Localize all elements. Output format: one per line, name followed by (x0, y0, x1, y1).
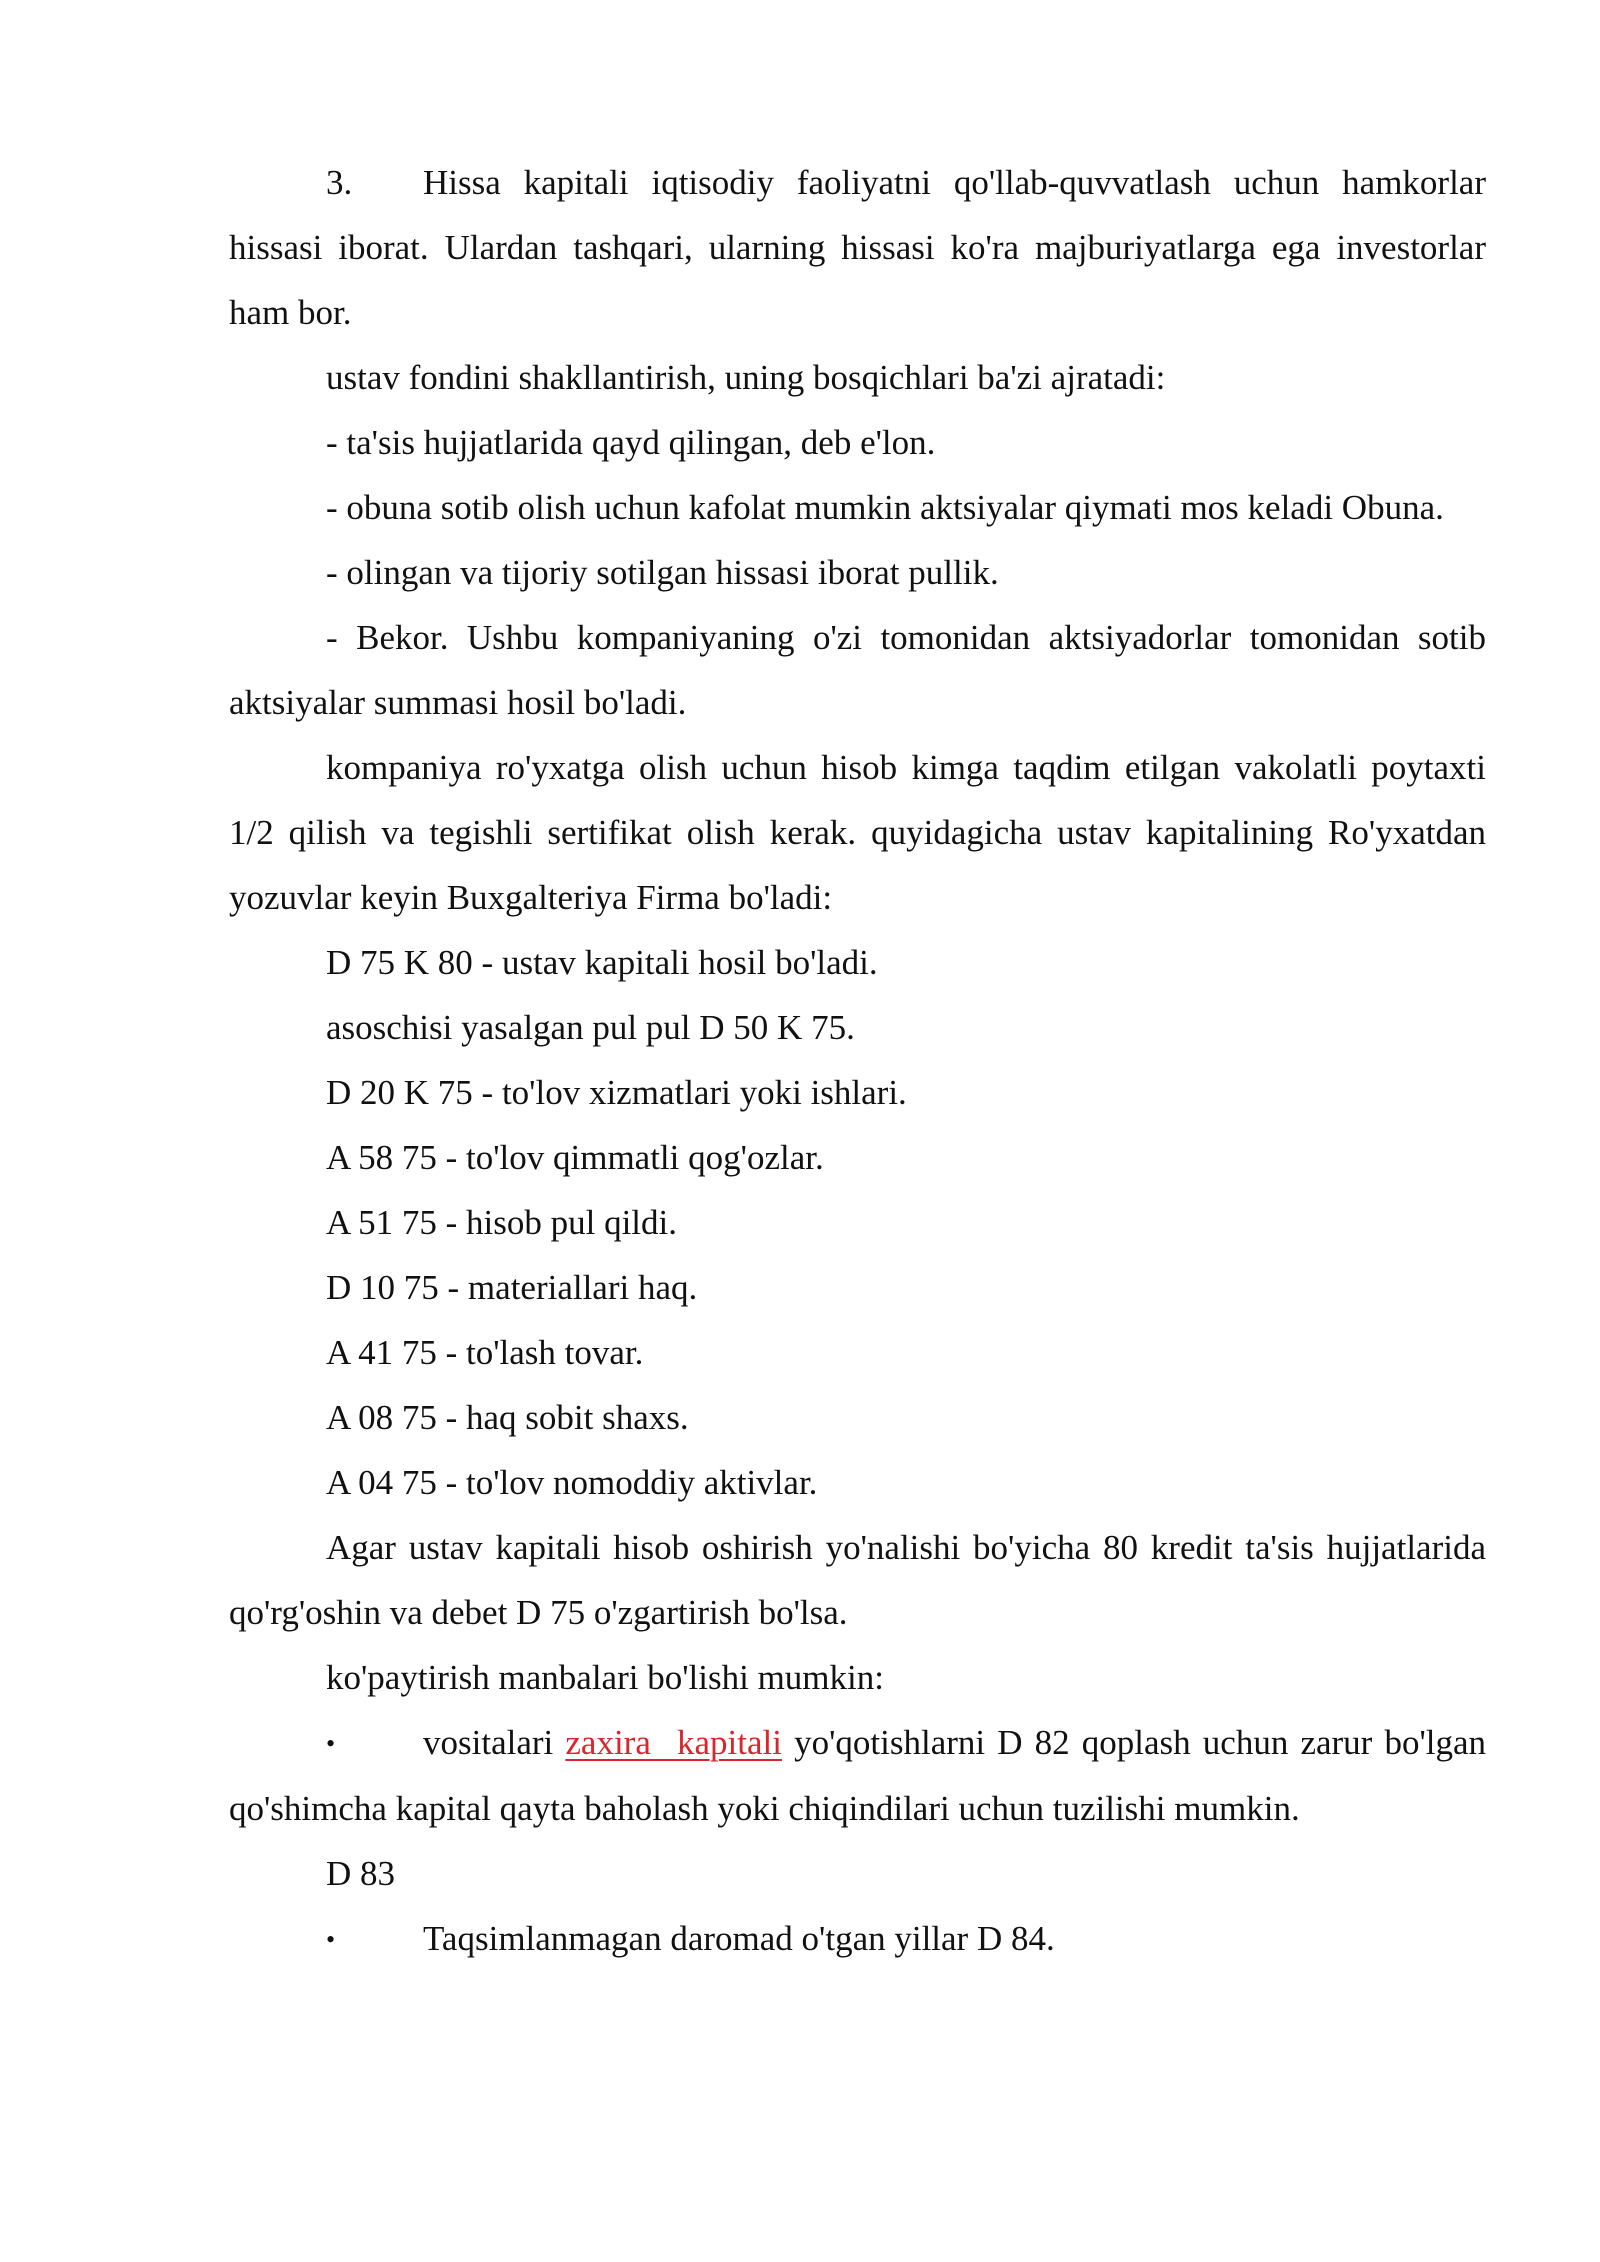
bullet-item (229, 1906, 1486, 1972)
bullet-text-before: vositalari (423, 1723, 554, 1762)
bullet-item (229, 1710, 1486, 1841)
paragraph: ustav fondini shakllantirish, uning bosqichlari ba'zi ajratadi: (326, 358, 1166, 397)
accounting-entry: A 08 75 - haq sobit shaxs. (326, 1398, 689, 1437)
bullet-mark: • (326, 1729, 336, 1758)
paragraph: D 83 (326, 1854, 396, 1893)
paragraph: - olingan va tijoriy sotilgan hissasi iborat pullik. (326, 553, 999, 592)
accounting-entry: asoschisi yasalgan pul pul D 50 K 75. (326, 1008, 855, 1047)
paragraph: - Bekor. Ushbu kompaniyaning o'zi tomonidan aktsiyadorlar tomonidan sotib aktsiyalar summasi hosil bo'ladi. (229, 618, 1486, 722)
paragraph-numbered-3 (229, 150, 1486, 345)
paragraph: Agar ustav kapitali hisob oshirish yo'nalishi bo'yicha 80 kredit ta'sis hujjatlarida qo'rg'oshin va debet D 75 o'zgartirish bo'lsa. (229, 1528, 1486, 1632)
list-number: 3. (326, 163, 353, 202)
paragraph: - ta'sis hujjatlarida qayd qilingan, deb e'lon. (326, 423, 936, 462)
paragraph: kompaniya ro'yxatga olish uchun hisob kimga taqdim etilgan vakolatli poytaxti 1/2 qilish va tegishli sertifikat olish kerak. quyidagicha ustav kapitalining Ro'yxatdan yozuvlar keyin Buxgalteriya Firma bo'ladi: (229, 748, 1486, 917)
bullet-text: Taqsimlanmagan daromad o'tgan yillar D 84. (423, 1919, 1055, 1958)
accounting-entry: A 58 75 - to'lov qimmatli qog'ozlar. (326, 1138, 824, 1177)
bullet-mark: • (326, 1925, 336, 1954)
reserve-capital-link[interactable]: zaxira kapitali (565, 1723, 782, 1762)
accounting-entry: D 20 K 75 - to'lov xizmatlari yoki ishlari. (326, 1073, 907, 1112)
paragraph: - obuna sotib olish uchun kafolat mumkin aktsiyalar qiymati mos keladi Obuna. (326, 488, 1444, 527)
accounting-entry: A 41 75 - to'lash tovar. (326, 1333, 644, 1372)
accounting-entry: A 51 75 - hisob pul qildi. (326, 1203, 677, 1242)
paragraph-text: Hissa kapitali iqtisodiy faoliyatni qo'llab-quvvatlash uchun hamkorlar hissasi iborat. Ulardan tashqari, ularning hissasi ko'ra majburiyatlarga ega investorlar ham bor. (229, 163, 1486, 332)
bullet-text-after: yo'qotishlarni D 82 qoplash uchun zarur bo'lgan qo'shimcha kapital qayta baholash yoki chiqindilari uchun tuzilishi mumkin. (229, 1723, 1487, 1828)
paragraph: ko'paytirish manbalari bo'lishi mumkin: (326, 1658, 884, 1697)
accounting-entry: D 75 K 80 - ustav kapitali hosil bo'ladi. (326, 943, 878, 982)
accounting-entry: A 04 75 - to'lov nomoddiy aktivlar. (326, 1463, 818, 1502)
document-body (229, 150, 1486, 1972)
accounting-entry: D 10 75 - materiallari haq. (326, 1268, 698, 1307)
